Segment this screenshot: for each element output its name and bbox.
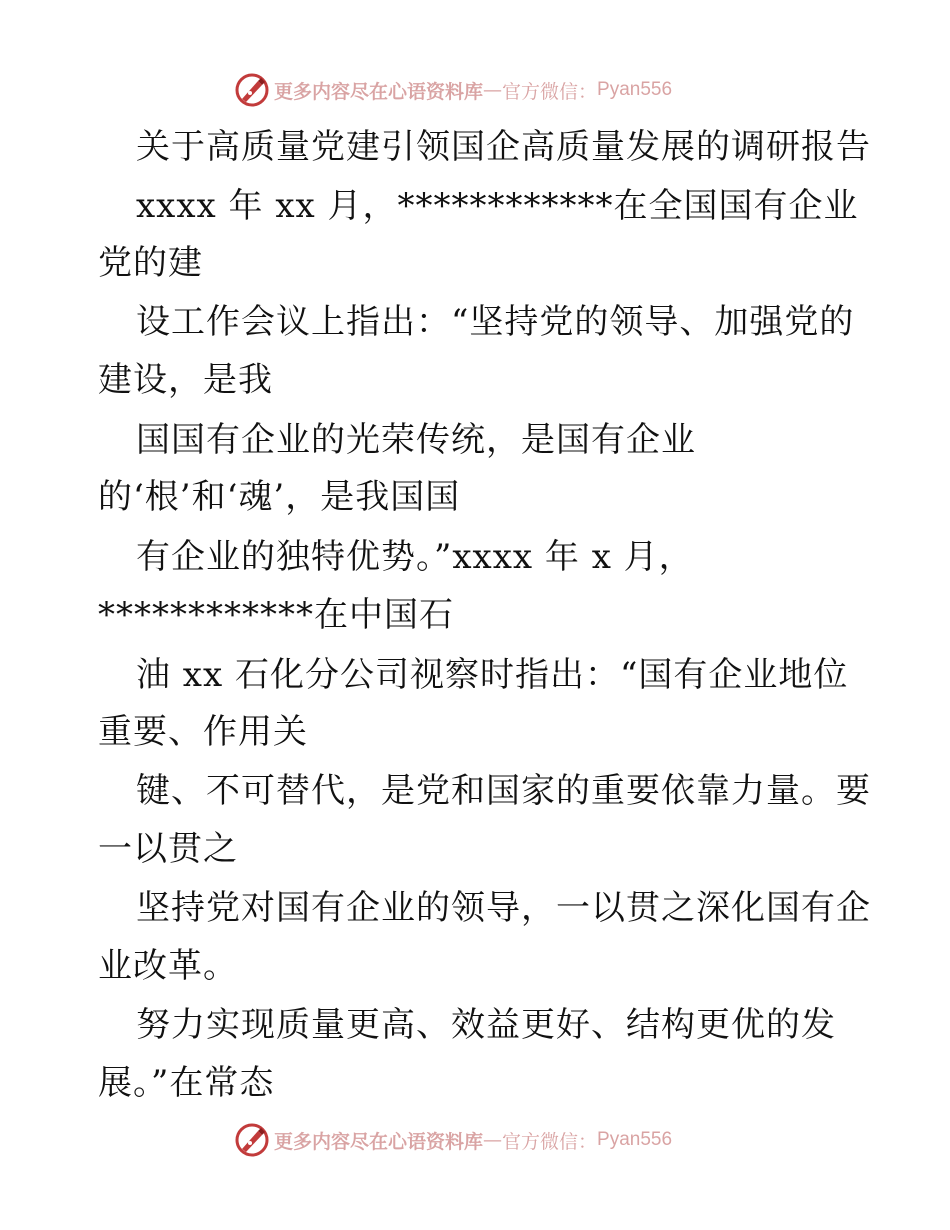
text-line: 重要、作用关 [98, 712, 308, 752]
text-line: 的‘根’和‘魂’，是我国国 [98, 477, 461, 517]
banner-dash: — [483, 1129, 503, 1151]
document-title: 关于高质量党建引领国企高质量发展的调研报告 [136, 127, 871, 167]
banner-wechat-id: Pyan556 [597, 79, 673, 100]
text-line: 坚持党对国有企业的领导，一以贯之深化国有企 [136, 888, 871, 928]
banner-wechat-label: 官方微信： [502, 1130, 598, 1153]
text-line: 有企业的独特优势。”xxxx 年 x 月， [136, 537, 694, 577]
text-line: 一以贯之 [98, 829, 238, 869]
text-line: 努力实现质量更高、效益更好、结构更优的发 [136, 1005, 836, 1045]
text-line: 油 xx 石化分公司视察时指出：“国有企业地位 [136, 655, 849, 695]
text-line: 国国有企业的光荣传统，是国有企业 [136, 420, 696, 460]
banner-slogan: 更多内容尽在心语资料库 [274, 80, 484, 103]
text-line: 展。”在常态 [98, 1063, 275, 1103]
banner-slogan: 更多内容尽在心语资料库 [274, 1130, 484, 1153]
banner-wechat-label: 官方微信： [502, 80, 598, 103]
text-line: 建设，是我 [98, 360, 273, 400]
text-line: 设工作会议上指出：“坚持党的领导、加强党的 [136, 302, 855, 342]
text-line: 党的建 [98, 243, 203, 283]
pen-logo-icon [234, 1122, 270, 1158]
footer-banner [0, 1120, 950, 1160]
banner-dash: — [483, 79, 503, 101]
text-line: 键、不可替代，是党和国家的重要依靠力量。要 [136, 771, 871, 811]
text-line: 业改革。 [98, 946, 238, 986]
text-line: xxxx 年 xx 月，************在全国国有企业 [136, 186, 859, 226]
banner-wechat-id: Pyan556 [597, 1129, 673, 1150]
text-line: ************在中国石 [98, 595, 454, 635]
